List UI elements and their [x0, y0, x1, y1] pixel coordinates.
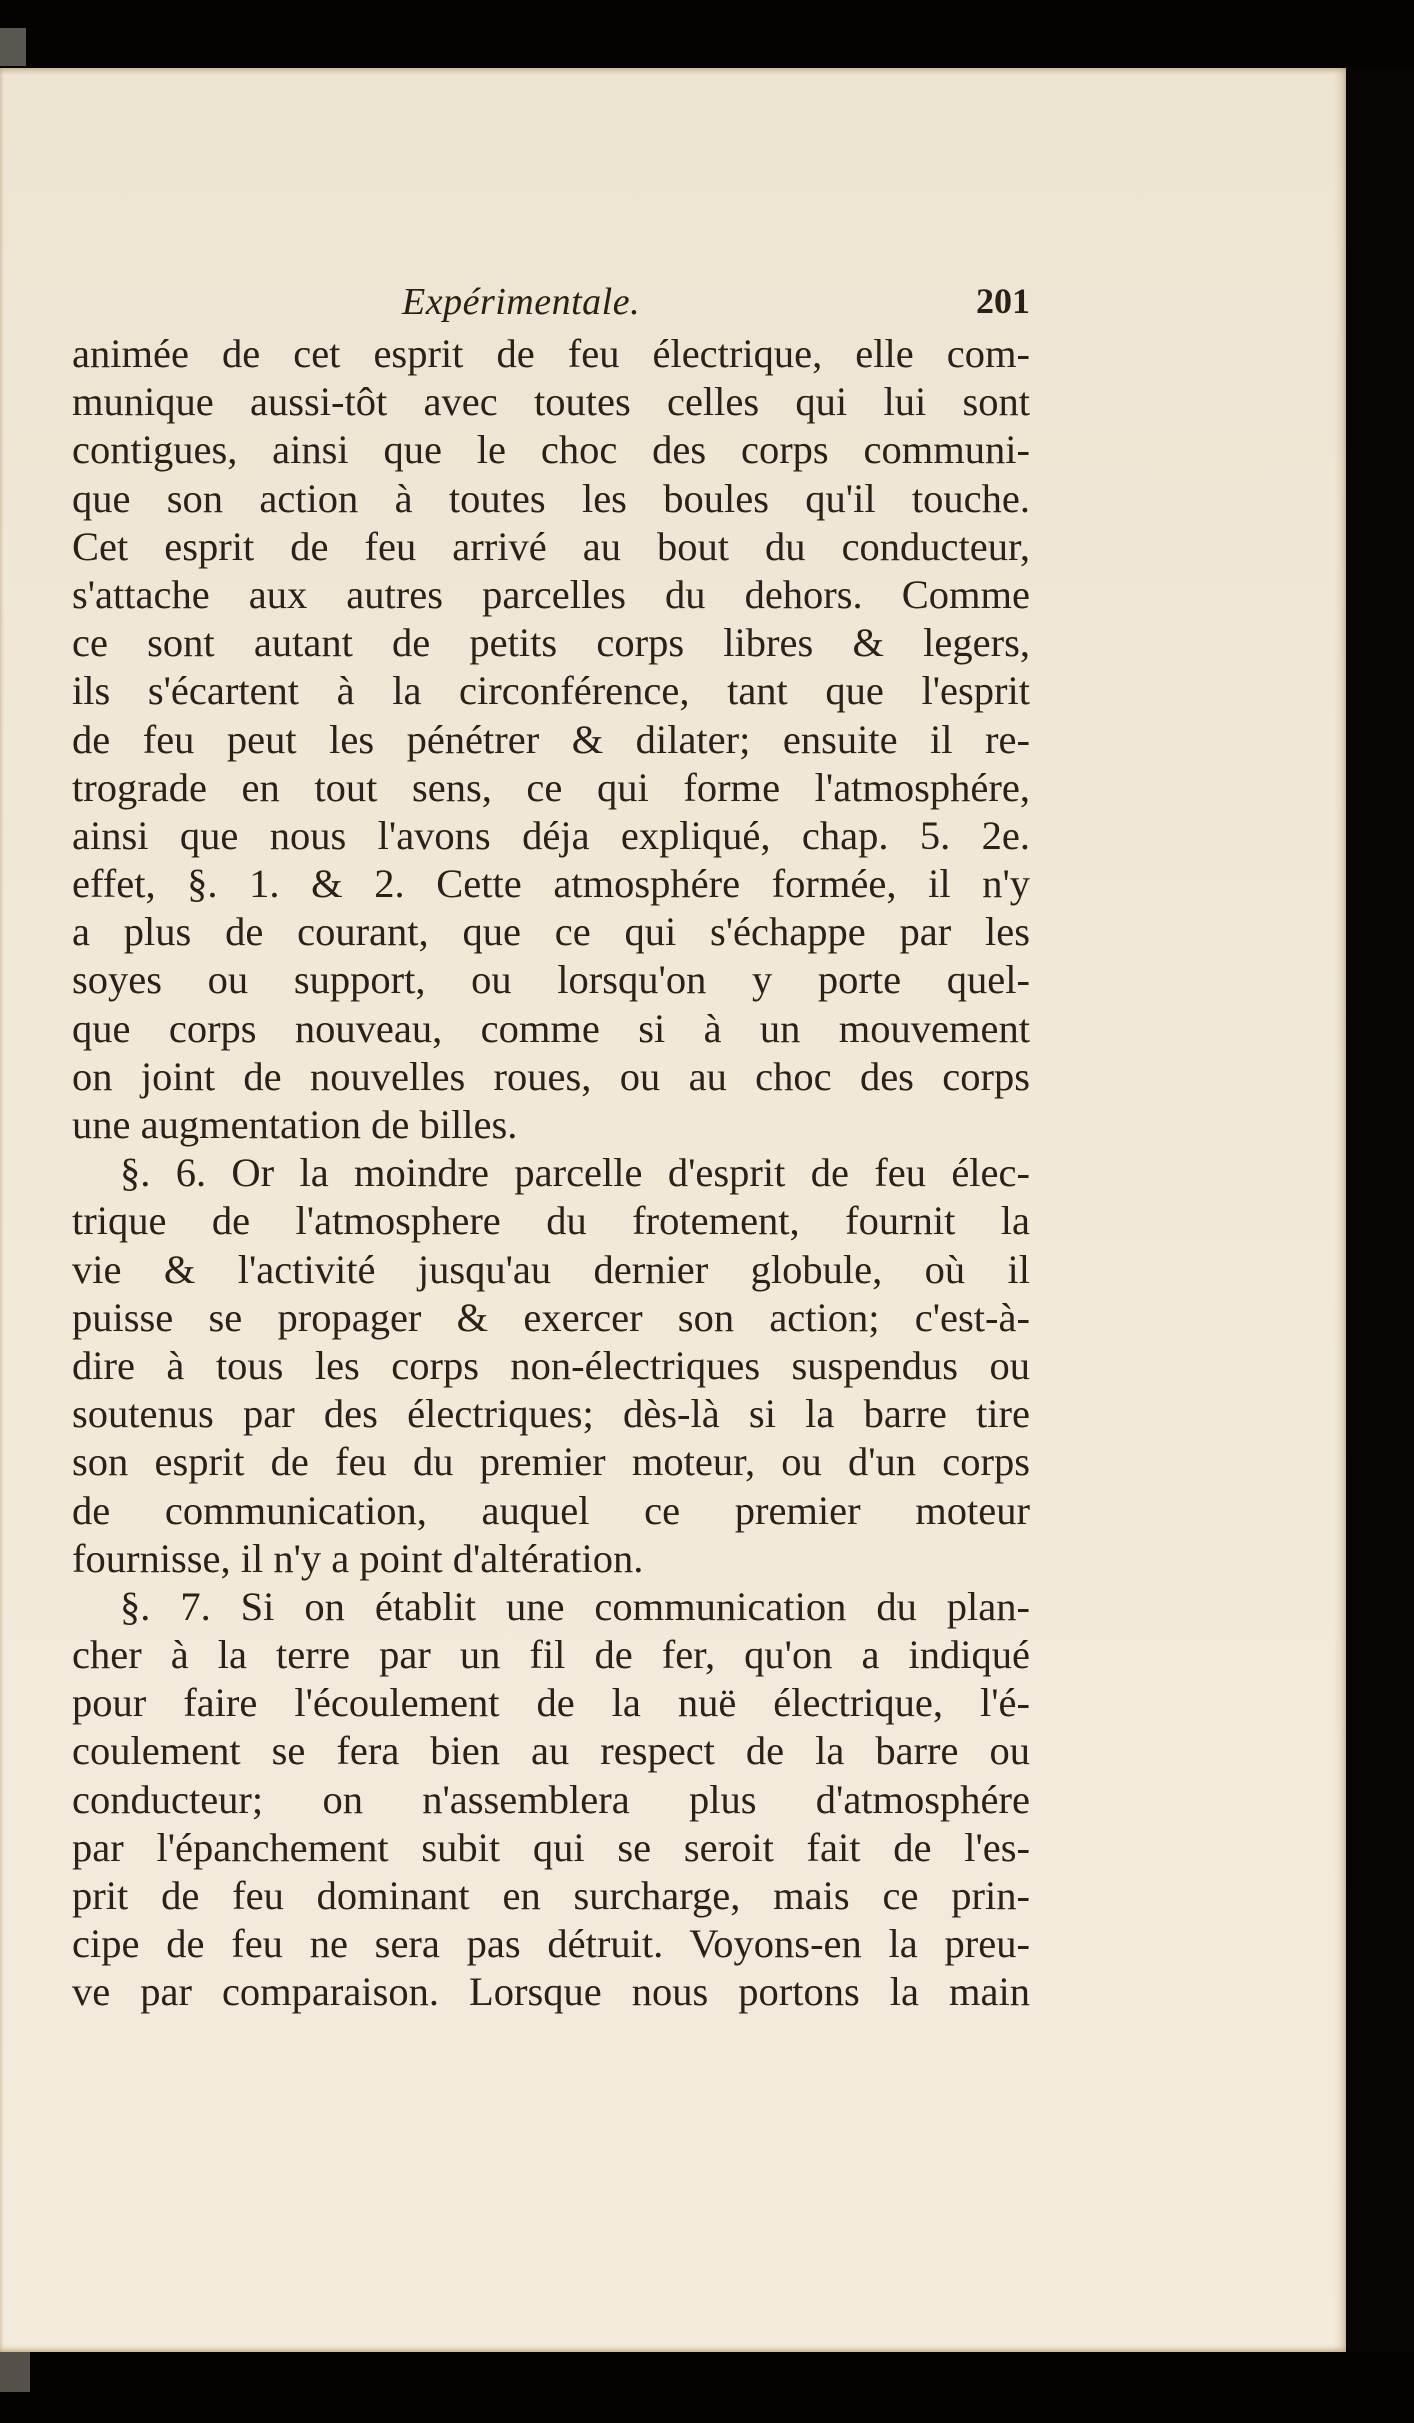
text-line: fournisse, il n'y a point d'altération. [72, 1535, 644, 1581]
text-line: s'attache aux autres parcelles du dehors. Comme [72, 571, 1030, 617]
text-line: dire à tous les corps non-électriques suspendus ou [72, 1342, 1030, 1388]
text-line: son esprit de feu du premier moteur, ou d'un corps [72, 1439, 1030, 1485]
text-line: que son action à toutes les boules qu'il touche. [72, 475, 1030, 521]
scan-edge-tab-top [0, 28, 26, 66]
paragraph-7-start: §. 7. Si on établit une communication du plan- [120, 1583, 1030, 1629]
text-line: cher à la terre par un fil de fer, qu'on a indiqué [72, 1632, 1030, 1678]
text-line: Cet esprit de feu arrivé au bout du conducteur, [72, 523, 1030, 569]
text-line: une augmentation de billes. [72, 1102, 518, 1147]
text-line: ainsi que nous l'avons déja expliqué, chap. 5. 2e. [72, 812, 1030, 858]
text-line: munique aussi-tôt avec toutes celles qui lui sont [72, 379, 1030, 425]
paragraph-6-start: §. 6. Or la moindre parcelle d'esprit de feu élec- [120, 1150, 1030, 1196]
text-line: contigues, ainsi que le choc des corps communi- [72, 427, 1030, 473]
text-line: ce sont autant de petits corps libres & legers, [72, 620, 1030, 666]
text-line: de communication, auquel ce premier moteur [72, 1487, 1030, 1533]
text-line: puisse se propager & exercer son action; c'est-à- [72, 1294, 1030, 1340]
text-line: a plus de courant, que ce qui s'échappe par les [72, 909, 1030, 955]
text-line: ve par comparaison. Lorsque nous portons la main [72, 1969, 1030, 2015]
text-line: coulement se fera bien au respect de la barre ou [72, 1728, 1030, 1774]
text-line: trograde en tout sens, ce qui forme l'atmosphére, [72, 764, 1030, 810]
text-line: pour faire l'écoulement de la nuë électrique, l'é- [72, 1680, 1030, 1726]
text-line: prit de feu dominant en surcharge, mais ce prin- [72, 1873, 1030, 1918]
text-line: conducteur; on n'assemblera plus d'atmosphére [72, 1776, 1030, 1822]
text-line: par l'épanchement subit qui se seroit fait de l'es- [72, 1824, 1030, 1870]
body-text [72, 330, 1030, 2017]
text-line: animée de cet esprit de feu électrique, elle com- [72, 331, 1030, 376]
text-line: on joint de nouvelles roues, ou au choc des corps [72, 1053, 1030, 1099]
text-line: que corps nouveau, comme si à un mouvement [72, 1005, 1030, 1051]
text-line: ils s'écartent à la circonférence, tant que l'esprit [72, 668, 1030, 714]
running-title: Expérimentale. [402, 281, 641, 323]
page-number: 201 [976, 281, 1030, 321]
text-line: cipe de feu ne sera pas détruit. Voyons-en la preu- [72, 1921, 1030, 1967]
scan-edge-tab-bottom [0, 2352, 30, 2392]
page-header [72, 274, 1030, 324]
text-line: de feu peut les pénétrer & dilater; ensuite il re- [72, 716, 1030, 762]
text-line: trique de l'atmosphere du frotement, fournit la [72, 1198, 1030, 1244]
text-line: vie & l'activité jusqu'au dernier globule, où il [72, 1246, 1030, 1292]
text-line: soutenus par des électriques; dès-là si la barre tire [72, 1391, 1030, 1437]
text-line: effet, §. 1. & 2. Cette atmosphére formée, il n'y [72, 861, 1030, 907]
text-line: soyes ou support, ou lorsqu'on y porte quel- [72, 957, 1030, 1003]
book-gutter-shadow [1346, 68, 1414, 2352]
